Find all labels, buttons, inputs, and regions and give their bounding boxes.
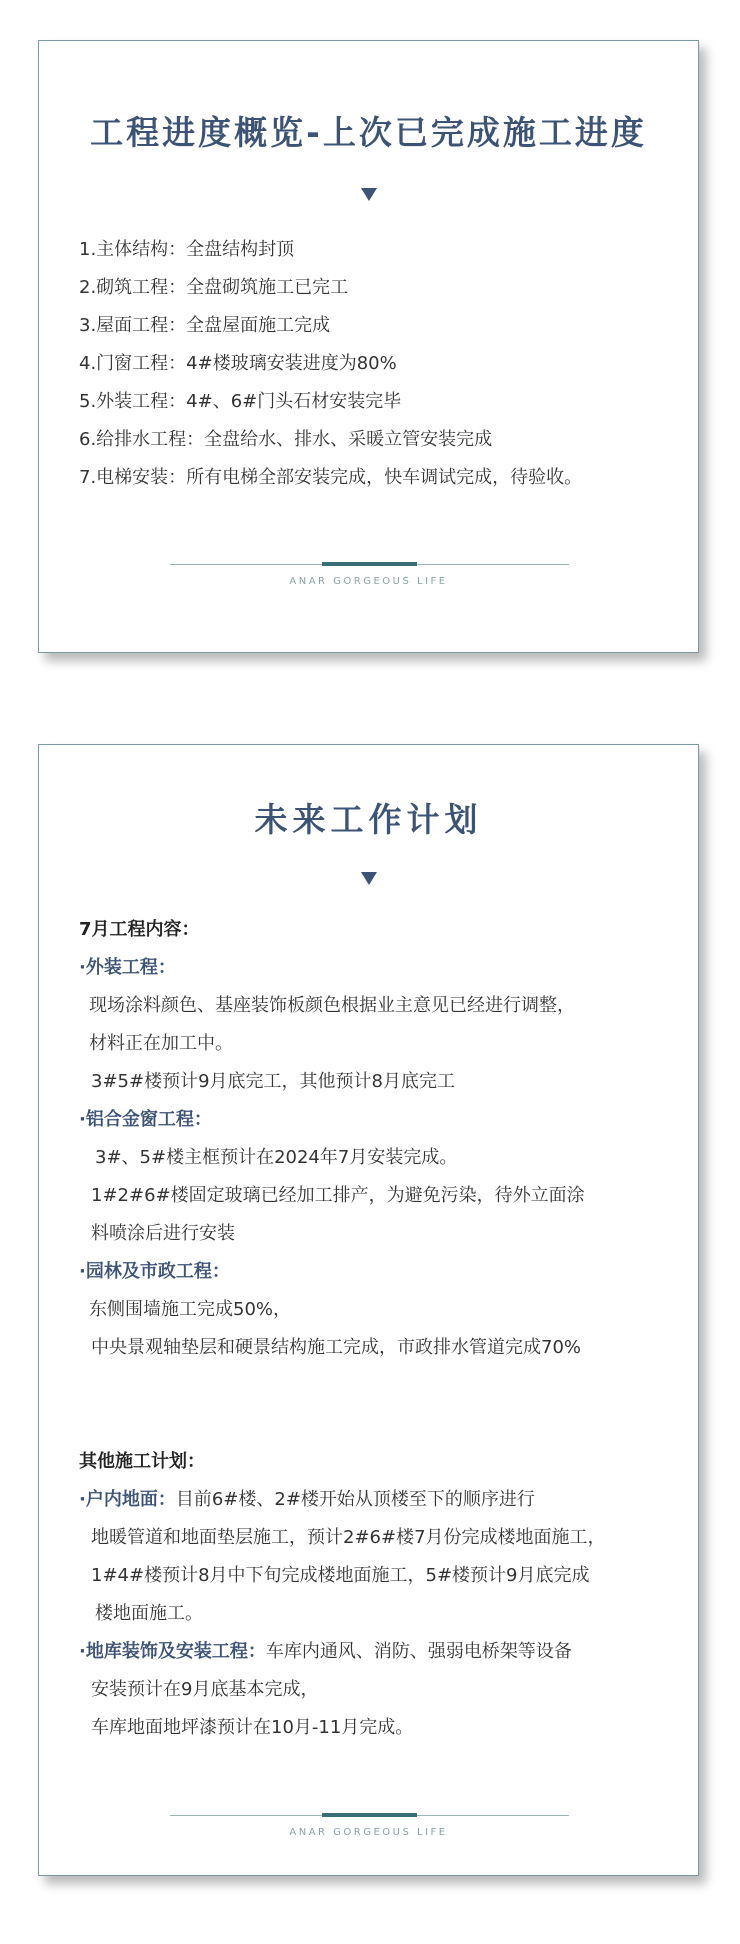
- text-line: 3#、5#楼主框预计在2024年7月安装完成。: [95, 1147, 458, 1168]
- item-heading-garden: [79, 1253, 678, 1291]
- text-line: 1#4#楼预计8月中下旬完成楼地面施工，5#楼预计9月底完成: [91, 1565, 590, 1586]
- section-heading-other: 其他施工计划：: [79, 1451, 205, 1472]
- item-heading-facade: [79, 949, 678, 987]
- card-title: 工程进度概览-上次已完成施工进度: [90, 113, 647, 152]
- text-line: 3#5#楼预计9月底完工，其他预计8月底完工: [91, 1071, 455, 1092]
- bullet: ·: [79, 957, 86, 978]
- footer-brand-text: ANAR GORGEOUS LIFE: [289, 576, 448, 587]
- list-item: 5.外装工程：4#、6#门头石材安装完毕: [79, 391, 402, 412]
- text-line: 车库地面地坪漆预计在10月-11月完成。: [91, 1717, 414, 1738]
- future-plan-card: [38, 744, 699, 1876]
- bullet: ·: [79, 1489, 86, 1510]
- completed-progress-list: [79, 231, 582, 497]
- text-line: 料喷涂后进行安装: [91, 1223, 235, 1244]
- text-line: 地暖管道和地面垫层施工，预计2#6#楼7月份完成楼地面施工，: [91, 1527, 606, 1548]
- text-line: 中央景观轴垫层和硬景结构施工完成，市政排水管道完成70%: [91, 1337, 582, 1358]
- text-line: 东侧围墙施工完成50%，: [89, 1299, 292, 1320]
- list-item: 6.给排水工程：全盘给水、排水、采暖立管安装完成: [79, 429, 493, 450]
- list-item: 2.砌筑工程：全盘砌筑施工已完工: [79, 277, 349, 298]
- plan-content: [79, 911, 678, 1747]
- footer-accent-bar: [322, 1813, 417, 1817]
- text-line: 现场涂料颜色、基座装饰板颜色根据业主意见已经进行调整，: [89, 995, 575, 1016]
- bullet: ·: [79, 1261, 86, 1282]
- item-heading-garage: [79, 1633, 678, 1671]
- item-label: 地库装饰及安装工程：: [85, 1641, 266, 1662]
- footer-brand-text: ANAR GORGEOUS LIFE: [289, 1827, 448, 1838]
- item-heading-floor: [79, 1481, 678, 1519]
- list-item: 3.屋面工程：全盘屋面施工完成: [79, 315, 331, 336]
- triangle-down-icon: [361, 872, 377, 885]
- bullet: ·: [79, 1109, 86, 1130]
- text-line: 车库内通风、消防、强弱电桥架等设备: [265, 1641, 572, 1662]
- progress-overview-card: [38, 40, 699, 653]
- bullet: ·: [79, 1641, 86, 1662]
- text-line: 材料正在加工中。: [89, 1033, 233, 1054]
- item-label: 园林及市政工程：: [85, 1261, 230, 1282]
- triangle-down-icon: [361, 188, 377, 201]
- item-label: 外装工程：: [85, 957, 176, 978]
- item-label: 户内地面：: [85, 1489, 176, 1510]
- text-line: 1#2#6#楼固定玻璃已经加工排产，为避免污染，待外立面涂: [91, 1185, 585, 1206]
- text-line: 目前6#楼、2#楼开始从顶楼至下的顺序进行: [175, 1489, 535, 1510]
- footer-accent-bar: [322, 562, 417, 566]
- list-item: 1.主体结构：全盘结构封顶: [79, 239, 295, 260]
- section-heading-july: 7月工程内容：: [79, 919, 200, 940]
- item-label: 铝合金窗工程：: [85, 1109, 212, 1130]
- card-title: 未来工作计划: [254, 800, 483, 839]
- text-line: 安装预计在9月底基本完成，: [91, 1679, 319, 1700]
- text-line: 楼地面施工。: [95, 1603, 203, 1624]
- item-heading-windows: [79, 1101, 678, 1139]
- list-item: 4.门窗工程：4#楼玻璃安装进度为80%: [79, 353, 397, 374]
- list-item: 7.电梯安装：所有电梯全部安装完成，快车调试完成，待验收。: [79, 467, 583, 488]
